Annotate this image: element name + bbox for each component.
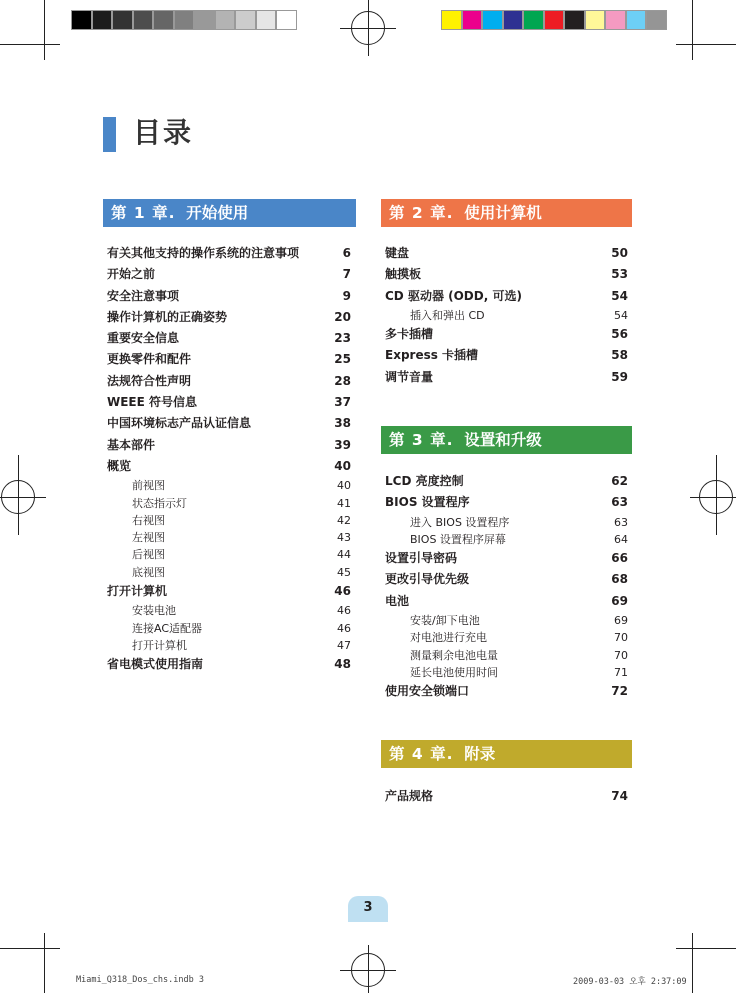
toc-entry-label: 更换零件和配件 (107, 352, 192, 367)
toc-chapter-3 (385, 471, 628, 703)
toc-entry-page: 66 (611, 551, 628, 566)
toc-entry[interactable] (385, 548, 628, 569)
toc-entry[interactable] (107, 286, 351, 307)
toc-entry[interactable] (107, 307, 351, 328)
toc-entry-label: BIOS 设置程序 (385, 495, 470, 510)
toc-chapter-1 (107, 243, 351, 676)
chapter-3-banner (381, 426, 632, 454)
toc-subentry-label: 延长电池使用时间 (410, 665, 498, 679)
toc-entry-label: WEEE 符号信息 (107, 395, 198, 410)
toc-entry-label: 触摸板 (385, 267, 422, 282)
toc-entry-label: 键盘 (385, 246, 410, 260)
toc-entry-label: 开始之前 (107, 267, 156, 282)
toc-subentry-label: BIOS 设置程序屏幕 (410, 532, 506, 546)
toc-entry[interactable] (107, 264, 351, 285)
toc-subentry-page: 54 (614, 308, 628, 322)
toc-entry-page: 40 (334, 458, 351, 473)
toc-entry-page: 68 (611, 572, 628, 587)
toc-subentry-label: 右视图 (132, 513, 165, 527)
chapter-title: 使用计算机 (464, 204, 542, 222)
toc-entry-label: CD 驱动器 (ODD, 可选) (385, 288, 522, 303)
toc-subentry-page: 71 (614, 665, 628, 679)
toc-entry-label: 调节音量 (385, 369, 434, 384)
toc-entry-page: 37 (334, 395, 351, 410)
toc-subentry-label: 左视图 (132, 531, 165, 545)
toc-subentry-page: 70 (614, 648, 628, 662)
toc-entry-page: 74 (611, 789, 628, 803)
toc-entry-page: 69 (611, 593, 628, 608)
chapter-title: 附录 (464, 745, 496, 763)
footer-timestamp: 2009-03-03 오후 2:37:09 (573, 977, 687, 987)
toc-subentry[interactable] (107, 477, 351, 494)
toc-entry-page: 38 (334, 416, 351, 431)
chapter-title: 设置和升级 (464, 431, 542, 449)
toc-entry-page: 39 (334, 437, 351, 452)
toc-subentry-label: 对电池进行充电 (410, 631, 487, 645)
toc-entry-label: 电池 (385, 593, 410, 608)
toc-entry[interactable] (385, 264, 628, 285)
toc-subentry-page: 46 (337, 604, 351, 618)
toc-entry-page: 9 (342, 288, 351, 303)
toc-entry-page: 46 (334, 584, 351, 599)
toc-entry[interactable] (107, 371, 351, 392)
toc-subentry-label: 安装电池 (132, 604, 176, 618)
toc-subentry-label: 后视图 (132, 548, 165, 562)
toc-entry-label: 有关其他支持的操作系统的注意事项 (107, 246, 300, 260)
toc-entry-page: 50 (611, 246, 628, 260)
toc-entry[interactable] (385, 324, 628, 345)
toc-entry-label: 多卡插槽 (385, 327, 434, 342)
toc-subentry[interactable] (385, 647, 628, 664)
toc-entry[interactable] (385, 243, 628, 264)
toc-subentry-label: 打开计算机 (132, 638, 187, 652)
toc-entry-page: 63 (611, 495, 628, 510)
toc-entry-page: 28 (334, 373, 351, 388)
toc-subentry[interactable] (107, 637, 351, 654)
toc-entry-label: 产品规格 (385, 789, 434, 803)
toc-subentry[interactable] (107, 620, 351, 637)
toc-subentry[interactable] (385, 307, 628, 324)
toc-subentry[interactable] (385, 664, 628, 681)
toc-subentry-page: 44 (337, 548, 351, 562)
toc-entry[interactable] (107, 413, 351, 434)
chapter-number: 第 1 章. (111, 204, 176, 222)
toc-entry-page: 6 (342, 246, 351, 260)
toc-subentry-label: 进入 BIOS 设置程序 (410, 515, 510, 529)
toc-subentry-page: 40 (337, 479, 351, 493)
chapter-number: 第 2 章. (389, 204, 454, 222)
toc-entry-label: 中国环境标志产品认证信息 (107, 416, 252, 431)
toc-subentry-page: 70 (614, 631, 628, 645)
toc-entry-label: 省电模式使用指南 (107, 657, 204, 672)
toc-entry[interactable] (385, 367, 628, 388)
toc-subentry[interactable] (385, 629, 628, 646)
toc-entry[interactable] (385, 286, 628, 307)
toc-subentry[interactable] (107, 529, 351, 546)
toc-entry-page: 56 (611, 327, 628, 342)
toc-entry-label: 打开计算机 (107, 584, 168, 599)
toc-subentry[interactable] (107, 546, 351, 563)
toc-subentry-page: 46 (337, 621, 351, 635)
toc-subentry[interactable] (107, 564, 351, 581)
toc-entry-page: 62 (611, 474, 628, 488)
chapter-number: 第 4 章. (389, 745, 454, 763)
chapter-number: 第 3 章. (389, 431, 454, 449)
toc-subentry-page: 64 (614, 532, 628, 546)
toc-subentry-page: 69 (614, 614, 628, 628)
toc-entry-label: 安全注意事项 (107, 288, 180, 303)
color-bar (441, 10, 667, 30)
toc-entry-page: 48 (334, 657, 351, 672)
chapter-title: 开始使用 (186, 204, 249, 222)
page-number-tab (348, 896, 388, 922)
toc-subentry-page: 45 (337, 565, 351, 579)
page-title: 目录 (133, 116, 194, 149)
toc-entry[interactable] (385, 471, 628, 492)
toc-entry[interactable] (385, 345, 628, 366)
toc-subentry-label: 连接AC适配器 (132, 621, 203, 635)
toc-entry-label: Express 卡插槽 (385, 348, 479, 363)
toc-entry-page: 20 (334, 309, 351, 324)
toc-subentry-label: 测量剩余电池电量 (410, 648, 498, 662)
toc-subentry-page: 41 (337, 496, 351, 510)
toc-entry-label: 设置引导密码 (385, 551, 458, 566)
toc-subentry-page: 42 (337, 513, 351, 527)
toc-entry-label: 概览 (107, 458, 132, 473)
toc-entry-page: 54 (611, 288, 628, 303)
toc-subentry[interactable] (107, 602, 351, 619)
toc-entry-label: 基本部件 (107, 437, 156, 452)
footer-filename: Miami_Q318_Dos_chs.indb 3 (76, 975, 204, 985)
toc-subentry-page: 43 (337, 531, 351, 545)
toc-entry-label: 操作计算机的正确姿势 (107, 309, 228, 324)
toc-entry-page: 53 (611, 267, 628, 282)
toc-subentry-label: 插入和弹出 CD (410, 308, 485, 322)
toc-subentry[interactable] (107, 495, 351, 512)
toc-entry[interactable] (385, 786, 628, 807)
toc-entry[interactable] (107, 654, 351, 675)
toc-entry[interactable] (107, 349, 351, 370)
toc-entry[interactable] (107, 581, 351, 602)
chapter-1-banner (103, 199, 356, 227)
toc-entry-label: 使用安全锁端口 (385, 684, 470, 699)
toc-entry[interactable] (107, 328, 351, 349)
toc-subentry[interactable] (385, 612, 628, 629)
toc-entry-page: 72 (611, 684, 628, 699)
toc-subentry[interactable] (107, 512, 351, 529)
toc-entry[interactable] (107, 392, 351, 413)
toc-subentry-label: 底视图 (132, 565, 165, 579)
toc-entry[interactable] (385, 591, 628, 612)
toc-entry-label: 更改引导优先级 (385, 572, 470, 587)
toc-entry-label: LCD 亮度控制 (385, 474, 464, 488)
toc-subentry-label: 前视图 (132, 479, 165, 493)
toc-subentry-page: 47 (337, 638, 351, 652)
toc-subentry[interactable] (385, 531, 628, 548)
chapter-4-banner (381, 740, 632, 768)
toc-subentry-label: 状态指示灯 (132, 496, 187, 510)
toc-subentry-page: 63 (614, 515, 628, 529)
toc-entry-page: 7 (342, 267, 351, 282)
toc-chapter-4 (385, 786, 628, 807)
toc-chapter-2 (385, 243, 628, 388)
toc-entry[interactable] (385, 492, 628, 513)
title-accent-bar (103, 117, 116, 152)
toc-entry-page: 25 (334, 352, 351, 367)
toc-entry-page: 58 (611, 348, 628, 363)
toc-entry[interactable] (107, 456, 351, 477)
toc-entry-label: 重要安全信息 (107, 331, 180, 346)
toc-subentry[interactable] (385, 514, 628, 531)
toc-entry[interactable] (107, 243, 351, 264)
toc-subentry-label: 安装/卸下电池 (410, 614, 480, 628)
toc-entry[interactable] (385, 681, 628, 702)
toc-entry-page: 59 (611, 369, 628, 384)
grayscale-bar (71, 10, 297, 30)
page-number: 3 (363, 900, 373, 915)
toc-entry[interactable] (107, 435, 351, 456)
toc-entry[interactable] (385, 569, 628, 590)
toc-entry-label: 法规符合性声明 (107, 373, 192, 388)
chapter-2-banner (381, 199, 632, 227)
toc-entry-page: 23 (334, 331, 351, 346)
